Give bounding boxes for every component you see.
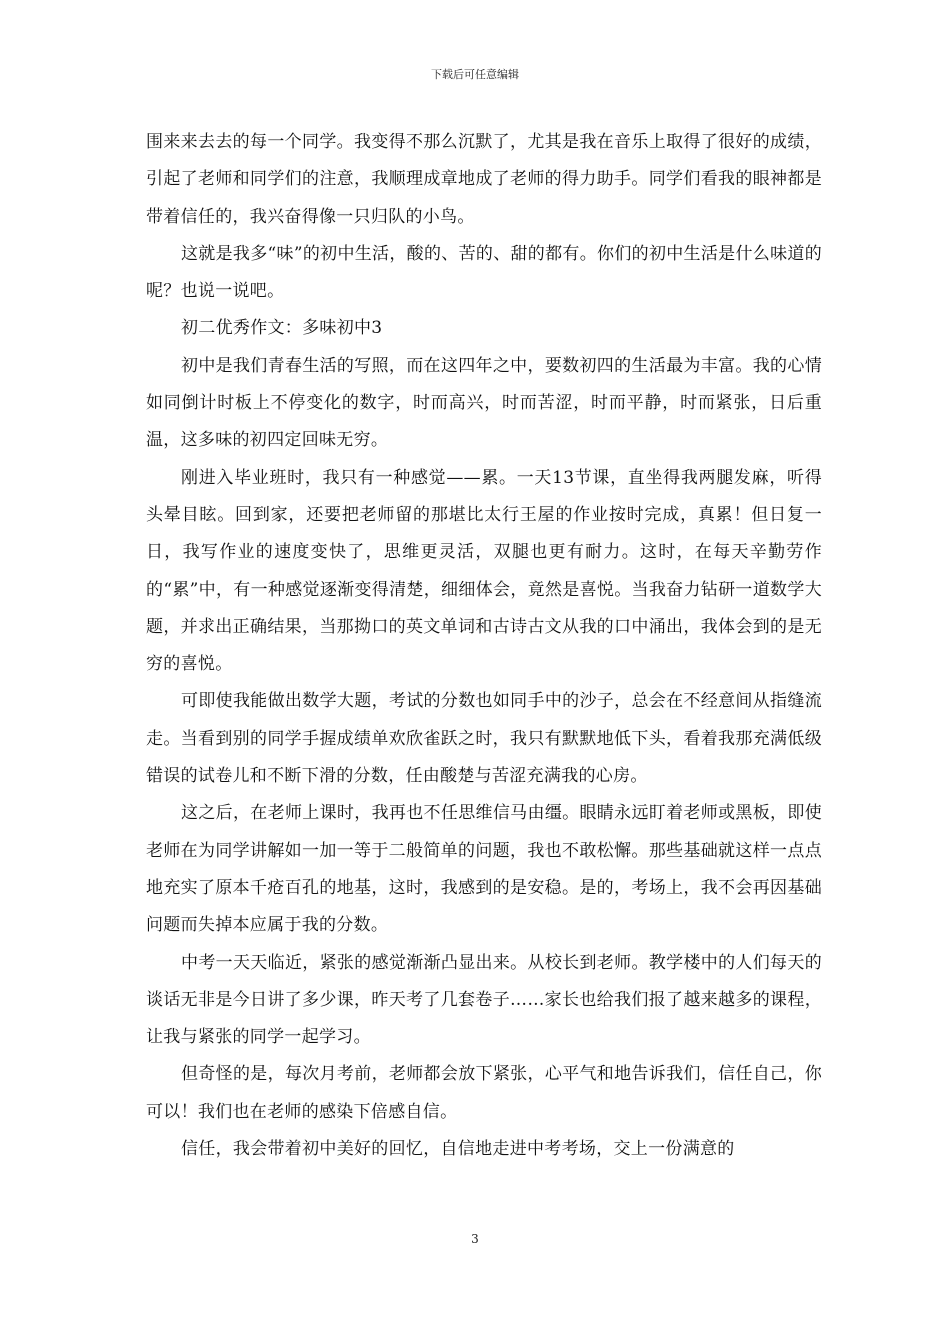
page-header: 下载后可任意编辑 <box>431 68 519 81</box>
paragraph: 这之后，在老师上课时，我再也不任思维信马由缰。眼睛永远盯着老师或黑板，即使老师在为同学讲解如一加一等于二般简单的问题，我也不敢松懈。那些基础就这样一点点地充实了原本千疮百孔的地基，这时，我感到的是安稳。是的，考场上，我不会再因基础问题而失掉本应属于我的分数。 <box>146 803 822 936</box>
section-title: 初二优秀作文：多味初中3 <box>181 318 383 339</box>
paragraph: 刚进入毕业班时，我只有一种感觉——累。一天13节课，直坐得我两腿发麻，听得头晕目眩。回到家，还要把老师留的那堪比太行王屋的作业按时完成，真累！但日复一日，我写作业的速度变快了，思维更灵活，双腿也更有耐力。这时，在每天辛勤劳作的“累”中，有一种感觉逐渐变得清楚，细细体会，竟然是喜悦。当我奋力钻研一道数学大题，并求出正确结果，当那拗口的英文单词和古诗古文从我的口中涌出，我体会到的是无穷的喜悦。 <box>146 467 822 675</box>
page-number: 3 <box>471 1232 479 1246</box>
paragraph: 中考一天天临近，紧张的感觉渐渐凸显出来。从校长到老师。教学楼中的人们每天的谈话无非是今日讲了多少课，昨天考了几套卷子……家长也给我们报了越来越多的课程，让我与紧张的同学一起学习。 <box>146 952 822 1048</box>
paragraph: 可即使我能做出数学大题，考试的分数也如同手中的沙子，总会在不经意间从指缝流走。当看到别的同学手握成绩单欢欣雀跃之时，我只有默默地低下头，看着我那充满低级错误的试卷儿和不断下滑的分数，任由酸楚与苦涩充满我的心房。 <box>146 691 822 787</box>
paragraph: 信任，我会带着初中美好的回忆，自信地走进中考考场，交上一份满意的 <box>181 1139 735 1160</box>
paragraph: 这就是我多“味”的初中生活，酸的、苦的、甜的都有。你们的初中生活是什么味道的呢？也说一说吧。 <box>146 243 822 302</box>
paragraph: 围来来去去的每一个同学。我变得不那么沉默了，尤其是我在音乐上取得了很好的成绩，引起了老师和同学们的注意，我顺理成章地成了老师的得力助手。同学们看我的眼神都是带着信任的，我兴奋得像一只归队的小鸟。 <box>146 132 822 227</box>
document-body <box>146 124 822 1168</box>
paragraph: 但奇怪的是，每次月考前，老师都会放下紧张，心平气和地告诉我们，信任自己，你可以！我们也在老师的感染下倍感自信。 <box>146 1064 822 1122</box>
paragraph: 初中是我们青春生活的写照，而在这四年之中，要数初四的生活最为丰富。我的心情如同倒计时板上不停变化的数字，时而高兴，时而苦涩，时而平静，时而紧张，日后重温，这多味的初四定回味无穷。 <box>146 355 822 451</box>
